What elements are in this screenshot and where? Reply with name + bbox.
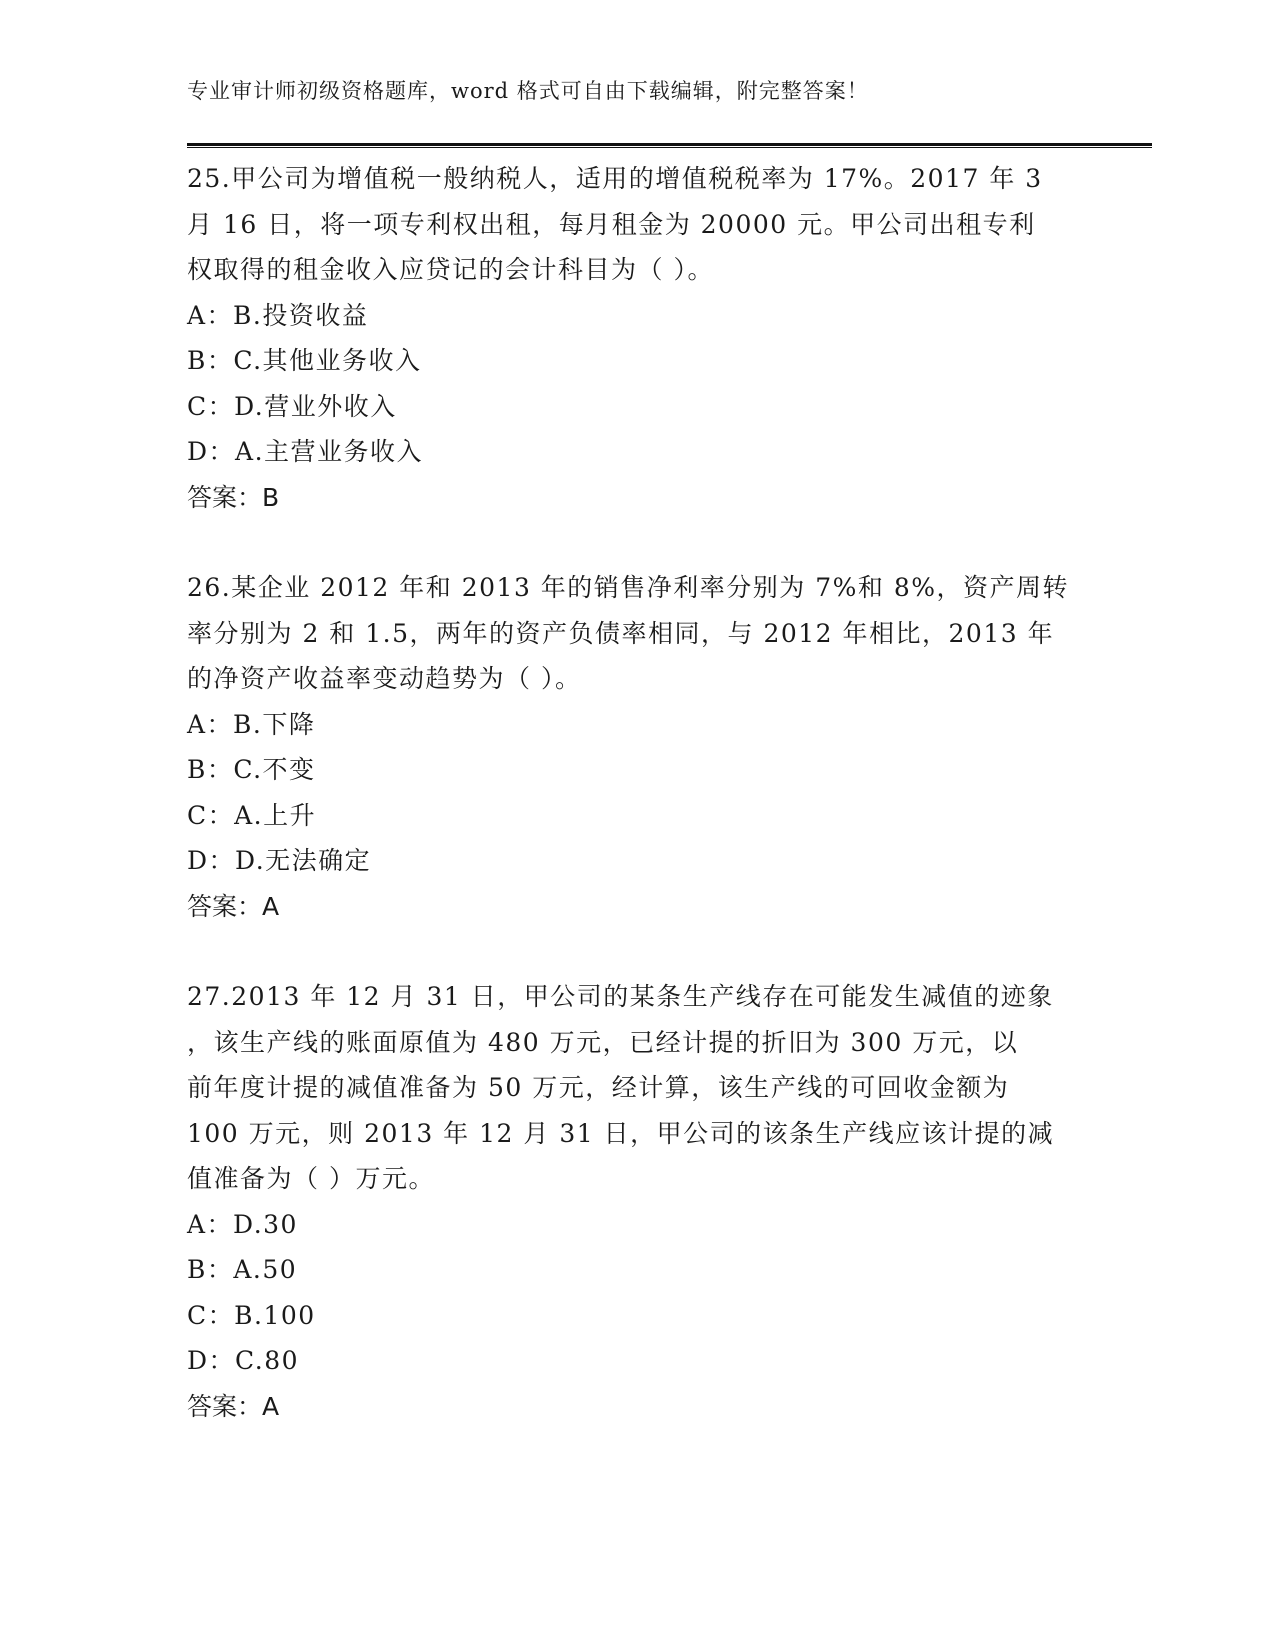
option-d: D：D.无法确定 xyxy=(187,846,372,875)
question-stem-line: 月 16 日，将一项专利权出租，每月租金为 20000 元。甲公司出租专利 xyxy=(187,209,1036,239)
question-stem-line: 的净资产收益率变动趋势为（ ）。 xyxy=(187,664,582,693)
header-divider xyxy=(187,143,1152,148)
question-stem-line: 权取得的租金收入应贷记的会计科目为（ ）。 xyxy=(187,255,714,284)
option-c: C：B.100 xyxy=(187,1300,316,1330)
option-b: B：C.不变 xyxy=(187,755,316,784)
option-a: A：D.30 xyxy=(187,1209,298,1239)
option-c: C：A.上升 xyxy=(187,800,317,830)
question-stem-line: 26.某企业 2012 年和 2013 年的销售净利率分别为 7%和 8%，资产周转 xyxy=(187,573,1070,602)
question-stem-line: ，该生产线的账面原值为 480 万元，已经计提的折旧为 300 万元，以 xyxy=(187,1027,1019,1057)
page-header: 专业审计师初级资格题库，word 格式可自由下载编辑，附完整答案！ xyxy=(187,79,869,103)
option-d: D：A.主营业务收入 xyxy=(187,437,424,466)
question-stem-line: 前年度计提的减值准备为 50 万元，经计算，该生产线的可回收金额为 xyxy=(187,1073,1010,1102)
question-stem-line: 25.甲公司为增值税一般纳税人，适用的增值税税率为 17%。2017 年 3 xyxy=(187,164,1043,193)
spacer xyxy=(187,929,1087,974)
question-26 xyxy=(187,565,1087,929)
question-list xyxy=(187,156,1087,1429)
option-c: C：D.营业外收入 xyxy=(187,391,397,421)
answer: 答案：B xyxy=(187,482,280,512)
question-27 xyxy=(187,974,1087,1429)
option-a: A：B.投资收益 xyxy=(187,300,369,330)
option-d: D：C.80 xyxy=(187,1346,300,1375)
question-stem-line: 27.2013 年 12 月 31 日，甲公司的某条生产线存在可能发生减值的迹象 xyxy=(187,982,1054,1011)
option-b: B：A.50 xyxy=(187,1255,298,1284)
option-b: B：C.其他业务收入 xyxy=(187,346,422,375)
question-stem-line: 率分别为 2 和 1.5，两年的资产负债率相同，与 2012 年相比，2013 年 xyxy=(187,618,1055,648)
question-stem-line: 100 万元，则 2013 年 12 月 31 日，甲公司的该条生产线应该计提的减 xyxy=(187,1118,1055,1148)
option-a: A：B.下降 xyxy=(187,709,316,739)
answer: 答案：A xyxy=(187,891,280,921)
question-25 xyxy=(187,156,1087,520)
answer: 答案：A xyxy=(187,1391,280,1421)
question-stem-line: 值准备为（ ）万元。 xyxy=(187,1164,435,1193)
spacer xyxy=(187,520,1087,565)
